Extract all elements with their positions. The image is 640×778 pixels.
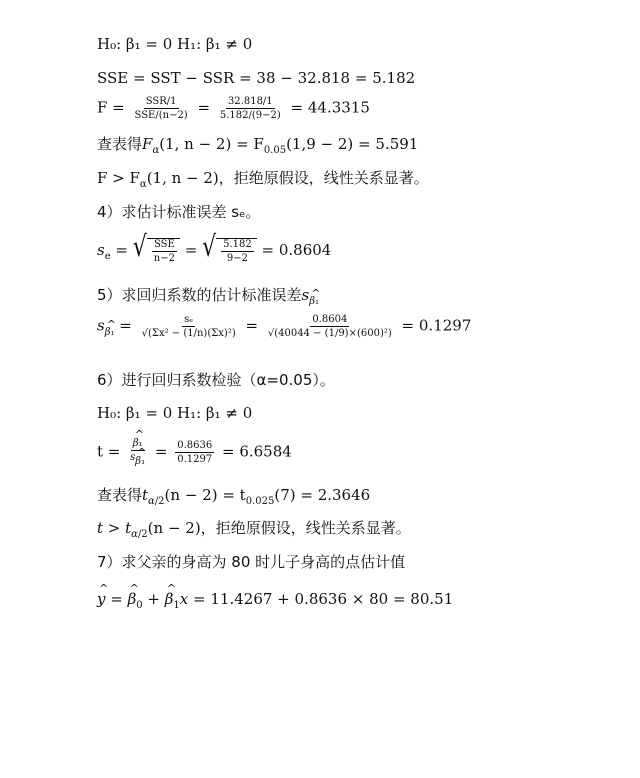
f-statistic-equation [97,96,370,121]
t-critical-value: (7) = 2.3646 [274,486,371,504]
f-critical-value: (1,9 − 2) = 5.591 [286,135,419,153]
se-eq: = [110,241,133,259]
se-result: = 0.8604 [261,241,332,259]
step-4-heading: 4）求估计标准误差 sₑ。 [97,203,261,221]
se-subscript: e [104,251,111,262]
s-beta-fraction-symbolic [140,314,238,339]
f-compare-args: (1, n − 2)， [146,169,234,187]
t-conclusion: $t > t_{\alpha/2}(n - 2)$，拒绝原假设，线性关系显著。 [97,519,411,540]
t-critical-expr: (n − 2) = t [164,486,246,504]
f-num-numeric: 32.818/1 [227,96,273,107]
f-den-symbolic: SSE/(n−2) [134,110,188,121]
s-beta-den-symbolic: √(Σx² − (1/n)(Σx)²) [141,328,236,339]
f-conclusion-text: 拒绝原假设，线性关系显著。 [233,169,429,187]
t-compare-args: (n − 2)， [147,519,216,537]
s-beta-result: = 0.1297 [401,316,472,335]
se-num-symbolic: SSE [153,239,175,250]
se-sqrt-numeric: √ $\frac{5.182}{9-2}$ [202,238,257,264]
f-eq: = [197,98,211,117]
s-beta-num-symbolic: sₑ [184,314,194,325]
t-result: = 6.6584 [221,442,292,461]
f-den-numeric: 5.182/(9−2) [219,110,281,121]
f-fraction-numeric [218,96,283,121]
step-7-heading: 7）求父亲的身高为 80 时儿子身高的点估计值 [97,553,406,571]
t-lhs: t = [97,442,121,461]
lookup-text: 查表得 [97,135,143,153]
point-estimate-value: = 11.4267 + 0.8636 × 80 = 80.51 [193,590,454,608]
hypothesis-line-2: H₀: β₁ = 0 H₁: β₁ ≠ 0 [97,404,253,422]
s-beta-den-numeric: √(40044 − (1/9)×(600)²) [267,328,392,339]
t-fraction-numeric [175,440,214,465]
t-den-numeric: 0.1297 [177,454,213,465]
f-num-symbolic: SSR/1 [145,96,177,107]
f-result: = 44.3315 [290,98,370,117]
se-symbol: s [97,241,105,259]
f-critical-expr: (1, n − 2) = F [159,135,264,153]
f-conclusion [97,171,429,190]
hypothesis-line-1: H₀: β₁ = 0 H₁: β₁ ≠ 0 [97,35,253,53]
se-equation: $s_e$ = √ $\frac{\text{SSE}}{n-2}$ = √ $\frac{5.182}{9-2}$ = 0.8604 [97,231,332,264]
f-compare: F > F [97,169,140,187]
s-beta-equation: s^ $_{\beta_1}$ = $\frac{\text{sₑ}}{\text{√(Σx² − (1/n)(Σx)²)}}$ = $\frac{0.8604}{\text{√(40044 − (1/9)×(600)²)}}$ = 0.1297 [97,314,471,339]
t-lookup-text: 查表得 [97,486,143,504]
sse-equation: SSE = SST − SSR = 38 − 32.818 = 5.182 [97,69,416,87]
f-compare-sub: α [139,179,147,190]
se-den-numeric: 9−2 [226,253,248,264]
t-critical-subscript: 0.025 [245,496,275,507]
f-critical-subscript: 0.05 [263,145,287,156]
f-table-lookup: 查表得$F_\alpha(1$, $n - 2) = F_{0.05}(1,9 - 2) = 5.591$ [97,135,419,156]
step-5-text: 5）求回归系数的估计标准误差 [97,286,302,304]
f-fraction-symbolic [133,96,190,121]
se-num-numeric: 5.182 [223,239,252,250]
step-6-heading: 6）进行回归系数检验（α=0.05）。 [97,371,335,389]
step-5-heading: 5）求回归系数的估计标准误差s^ $_{\beta_1}$ [97,288,319,307]
t-fraction-symbolic: ^ $\frac{\text{β₁}}{\text{s\textasciicircum{} β₁}}$ [128,438,147,467]
t-num-numeric: 0.8636 [177,440,213,451]
s-beta-fraction-numeric [266,314,394,339]
t-table-lookup: 查表得$t_{\alpha/2}(n - 2) = t_{0.025}(7) = 2.3646$ [97,486,371,507]
point-estimate-equation: ^ y = ^ $\beta_0$ + ^ $\beta_1x = 11.4267 + 0.8636 \times 80 = 80.51$ [97,592,453,611]
se-den-symbolic: n−2 [153,253,175,264]
t-conclusion-text: 拒绝原假设，线性关系显著。 [215,519,411,537]
t-statistic-equation: t = ^ $\frac{\text{β₁}}{\text{s\textasciicircum{} β₁}}$ = $\frac{0.8636}{0.1297}$ = 6.6584 [97,438,292,467]
s-beta-num-numeric: 0.8604 [312,314,348,325]
se-sqrt-symbolic: √ $\frac{\text{SSE}}{n-2}$ [133,238,180,264]
f-lhs: F = [97,98,125,117]
